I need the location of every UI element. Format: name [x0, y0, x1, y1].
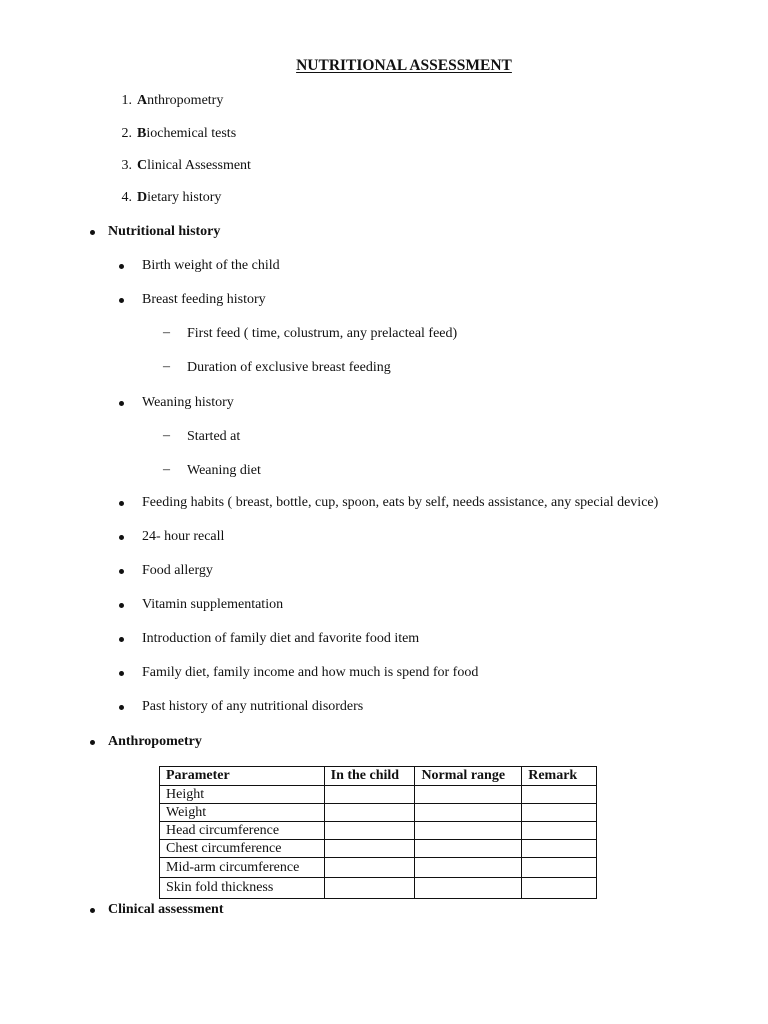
remark-cell — [522, 804, 597, 822]
item-text: nthropometry — [147, 93, 224, 108]
parameter-cell: Mid-arm circumference — [160, 858, 325, 878]
in-the-child-cell — [324, 786, 415, 804]
parameter-cell: Chest circumference — [160, 840, 325, 858]
normal-range-cell — [415, 840, 522, 858]
page-title: NUTRITIONAL ASSESSMENT — [296, 57, 512, 74]
parameter-cell: Head circumference — [160, 822, 325, 840]
item-initial: B — [137, 126, 147, 141]
sub-list-item: First feed ( time, colustrum, any prelacteal feed) — [187, 326, 458, 341]
list-item: Food allergy — [142, 563, 213, 578]
bullet-icon — [119, 298, 124, 303]
normal-range-cell — [415, 786, 522, 804]
parameter-cell: Height — [160, 786, 325, 804]
bullet-icon — [119, 569, 124, 574]
sub-list-item: Started at — [187, 429, 241, 444]
table-row — [160, 840, 597, 858]
section-heading-anthropometry: Anthropometry — [108, 734, 202, 749]
item-initial: C — [137, 158, 148, 173]
list-item: 24- hour recall — [142, 529, 225, 544]
dash-icon: – — [163, 462, 170, 477]
list-item: Family diet, family income and how much is spend for food — [142, 665, 479, 680]
normal-range-cell — [415, 804, 522, 822]
dash-icon: – — [163, 359, 170, 374]
parameter-cell: Weight — [160, 804, 325, 822]
item-text: iochemical tests — [146, 126, 237, 141]
list-item: Introduction of family diet and favorite food item — [142, 631, 420, 646]
bullet-icon — [90, 230, 95, 235]
dash-icon: – — [163, 428, 170, 443]
normal-range-cell — [415, 858, 522, 878]
bullet-icon — [119, 637, 124, 642]
bullet-icon — [119, 705, 124, 710]
item-number: 2. — [121, 126, 132, 141]
item-number: 1. — [121, 93, 132, 108]
remark-cell — [522, 822, 597, 840]
list-item: Feeding habits ( breast, bottle, cup, spoon, eats by self, needs assistance, any special device) — [142, 495, 659, 510]
table-row — [160, 786, 597, 804]
item-initial: A — [137, 93, 148, 108]
item-initial: D — [137, 190, 148, 205]
column-header-parameter: Parameter — [160, 767, 325, 786]
list-item: Birth weight of the child — [142, 258, 280, 273]
column-header-remark: Remark — [522, 767, 597, 786]
table-row — [160, 858, 597, 878]
bullet-icon — [119, 264, 124, 269]
list-item: Past history of any nutritional disorders — [142, 699, 364, 714]
table-row — [160, 878, 597, 899]
bullet-icon — [119, 671, 124, 676]
anthropometry-table — [159, 766, 597, 899]
item-number: 4. — [121, 190, 132, 205]
item-number: 3. — [121, 158, 132, 173]
list-item: Weaning history — [142, 395, 234, 410]
in-the-child-cell — [324, 878, 415, 899]
in-the-child-cell — [324, 822, 415, 840]
bullet-icon — [119, 535, 124, 540]
bullet-icon — [90, 740, 95, 745]
sub-list-item: Duration of exclusive breast feeding — [187, 360, 391, 375]
list-item: Vitamin supplementation — [142, 597, 284, 612]
dash-icon: – — [163, 325, 170, 340]
table-row — [160, 804, 597, 822]
normal-range-cell — [415, 878, 522, 899]
remark-cell — [522, 840, 597, 858]
bullet-icon — [119, 603, 124, 608]
parameter-cell: Skin fold thickness — [160, 878, 325, 899]
bullet-icon — [119, 501, 124, 506]
column-header-normal-range: Normal range — [415, 767, 522, 786]
in-the-child-cell — [324, 840, 415, 858]
sub-list-item: Weaning diet — [187, 463, 261, 478]
bullet-icon — [90, 908, 95, 913]
table-header-row — [160, 767, 597, 786]
item-text: linical Assessment — [147, 158, 251, 173]
remark-cell — [522, 878, 597, 899]
remark-cell — [522, 858, 597, 878]
in-the-child-cell — [324, 858, 415, 878]
column-header-in-the-child: In the child — [324, 767, 415, 786]
normal-range-cell — [415, 822, 522, 840]
remark-cell — [522, 786, 597, 804]
in-the-child-cell — [324, 804, 415, 822]
list-item: Breast feeding history — [142, 292, 266, 307]
item-text: ietary history — [147, 190, 222, 205]
section-heading-nutritional-history: Nutritional history — [108, 224, 221, 239]
section-heading-clinical-assessment: Clinical assessment — [108, 902, 224, 917]
table-row — [160, 822, 597, 840]
bullet-icon — [119, 401, 124, 406]
